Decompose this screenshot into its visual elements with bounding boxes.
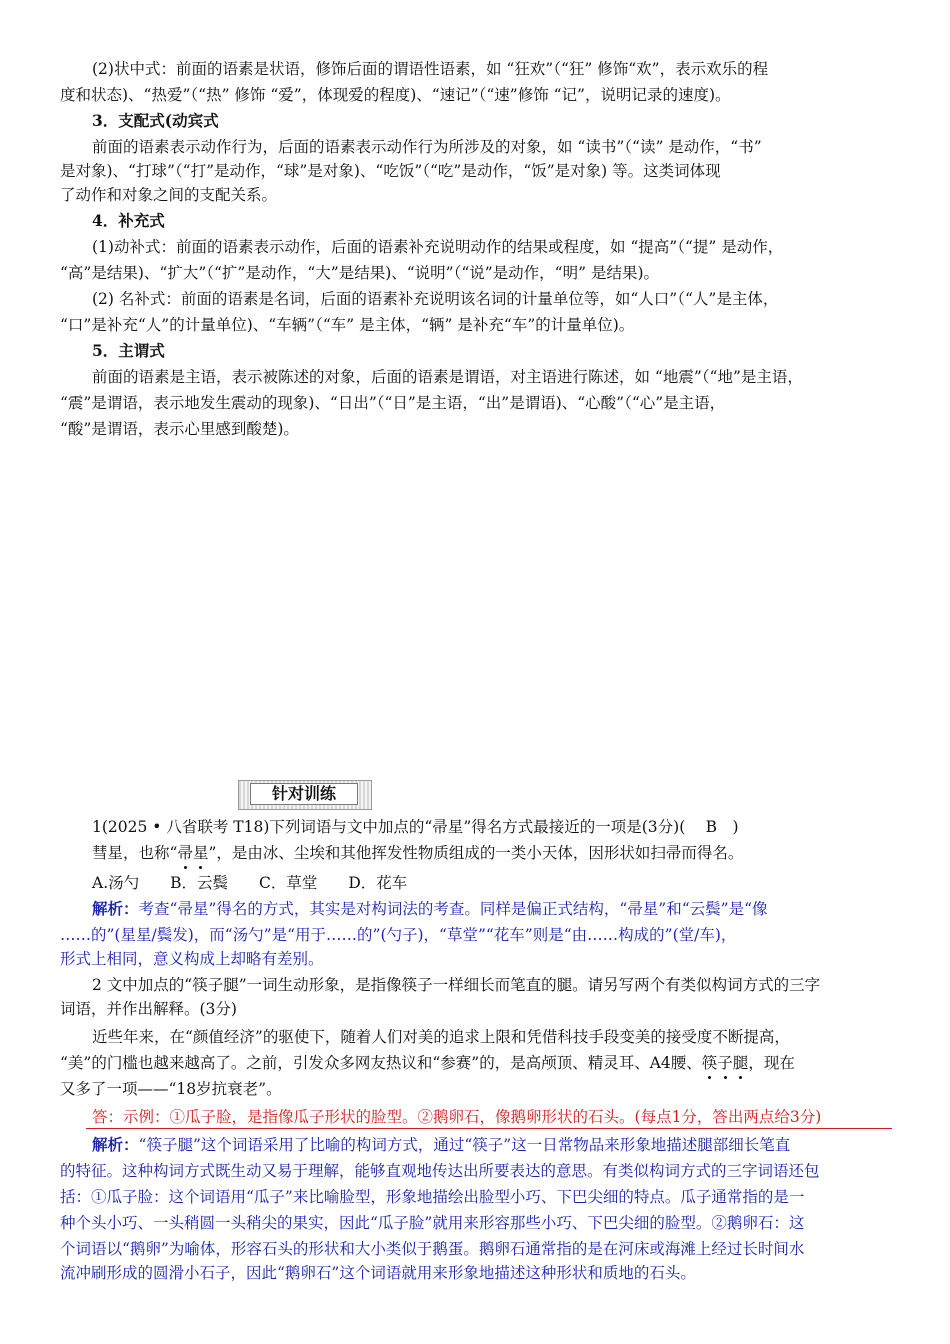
dotted-char: 子 [717,1054,733,1072]
analysis-text: “筷子腿”这个词语采用了比喻的构词方式，通过“筷子”这一日常物品来形象地描述腿部细长笔直 [138,1136,791,1154]
question-2-passage: 又多了一项——“18岁抗衰老”。 [60,1080,282,1098]
section-heading: 4．补充式 [92,211,165,230]
question-2-passage: 近些年来，在“颜值经济”的驱使下，随着人们对美的追求上限和凭借科技手段变美的接受度不断提高， [92,1028,790,1046]
analysis-text: 考查“帚星”得名的方式，其实是对构词法的考查。同样是偏正式结构，“帚星”和“云鬓”是“像 [138,900,768,918]
text-line: 是对象)、“打球”（“打”是动作，“球”是对象)、“吃饭”（“吃”是动作，“饭”是对象) 等。这类词体现 [60,162,721,180]
analysis-label: 解析： [92,1135,139,1154]
analysis-line: 形式上相同，意义构成上却略有差别。 [60,950,324,968]
text-line: “震”是谓语，表示地发生震动的现象)、“日出”（“日”是主语，“出”是谓语)、“心酸”（“心”是主语， [60,394,726,412]
text-line: (1)动补式：前面的语素表示动作，后面的语素补充说明动作的结果或程度，如 “提高”（“提” 是动作， [92,238,784,256]
analysis-label: 解析： [92,899,139,918]
analysis-line: ……的”(星星/鬓发)，而“汤勺”是“用于……的”(勺子)，“草堂”“花车”则是“由……构成的”(堂/车)， [60,926,737,944]
text-line: “口”是补充“人”的计量单位)、“车辆”（“车” 是主体，“辆” 是补充“车”的计量单位)。 [60,316,635,334]
text-line: 前面的语素表示动作行为，后面的语素表示动作行为所涉及的对象，如 “读书”（“读” 是动作，“书” [92,138,762,156]
passage-text: “美”的门槛也越来越高了。之前，引发众多网友热议和“参赛”的，是高颅顶、精灵耳、A4腰、 [60,1054,702,1072]
text-line: 前面的语素是主语，表示被陈述的对象，后面的语素是谓语，对主语进行陈述，如 “地震”（“地”是主语， [92,368,803,386]
dotted-char: 腿 [732,1054,749,1072]
question-1-passage [92,842,743,864]
analysis-line: 括：①瓜子脸：这个词语用“瓜子”来比喻脸型，形象地描绘出脸型小巧、下巴尖细的特点。瓜子通常指的是一 [60,1188,805,1206]
section-heading: 3．支配式(动宾式 [92,111,219,130]
text-line: (2) 名补式：前面的语素是名词，后面的语素补充说明该名词的计量单位等，如“人口”（“人”是主体， [92,290,779,308]
question-2-passage [60,1052,795,1074]
question-2-stem: 词语，并作出解释。(3分) [60,1000,237,1018]
answer-line [92,1106,821,1128]
answer-text: 示例：①瓜子脸，是指像瓜子形状的脸型。②鹅卵石，像鹅卵形状的石头。(每点1分，答出两点给3分) [123,1108,822,1126]
question-1-stem: 1(2025 • 八省联考 T18)下列词语与文中加点的“帚星”得名方式最接近的一项是(3分)( B ) [92,818,739,836]
question-1-analysis [92,898,768,920]
answer-label: 答： [92,1108,124,1126]
passage-text: ”，是由冰、尘埃和其他挥发性物质组成的一类小天体，因形状如扫帚而得名。 [208,844,744,862]
analysis-line: 种个头小巧、一头稍圆一头稍尖的果实，因此“瓜子脸”就用来形容那些小巧、下巴尖细的脸型。②鹅卵石：这 [60,1214,805,1232]
question-2-analysis [92,1134,790,1156]
text-line: 了动作和对象之间的支配关系。 [60,186,278,204]
dotted-char: 帚 [177,844,193,862]
question-1-options: A.汤勺 B．云鬓 C．草堂 D．花车 [92,874,408,892]
text-line: (2)状中式：前面的语素是状语，修饰后面的谓语性语素，如 “狂欢”（“狂” 修饰“欢”，表示欢乐的程 [92,60,769,78]
question-2-stem: 2 文中加点的“筷子腿”一词生动形象，是指像筷子一样细长而笔直的腿。请另写两个有类似构词方式的三字 [92,976,821,994]
section-banner [238,780,372,810]
analysis-line: 的特征。这种构词方式既生动又易于理解，能够直观地传达出所要表达的意思。有类似构词方式的三字词语还包 [60,1162,820,1180]
text-line: 度和状态)、“热爱”（“热” 修饰 “爱”，体现爱的程度)、“速记”（“速”修饰 “记”，说明记录的速度)。 [60,86,731,104]
dotted-char: 筷 [701,1054,718,1072]
analysis-line: 个词语以“鹅卵”为喻体，形容石头的形状和大小类似于鹅蛋。鹅卵石通常指的是在河床或海滩上经过长时间水 [60,1240,805,1258]
passage-text: ，现在 [748,1054,795,1072]
text-line: “高”是结果)、“扩大”（“扩”是动作，“大”是结果)、“说明”（“说”是动作，“明” 是结果)。 [60,264,660,282]
text-line: “酸”是谓语，表示心里感到酸楚)。 [60,420,299,438]
banner-title: 针对训练 [250,783,358,805]
section-heading: 5．主谓式 [92,341,165,360]
passage-text: 彗星，也称“ [92,844,178,862]
dotted-char: 星 [192,844,209,862]
analysis-line: 流冲刷形成的圆滑小石子，因此“鹅卵石”这个词语就用来形象地描述这种形状和质地的石头。 [60,1264,696,1282]
